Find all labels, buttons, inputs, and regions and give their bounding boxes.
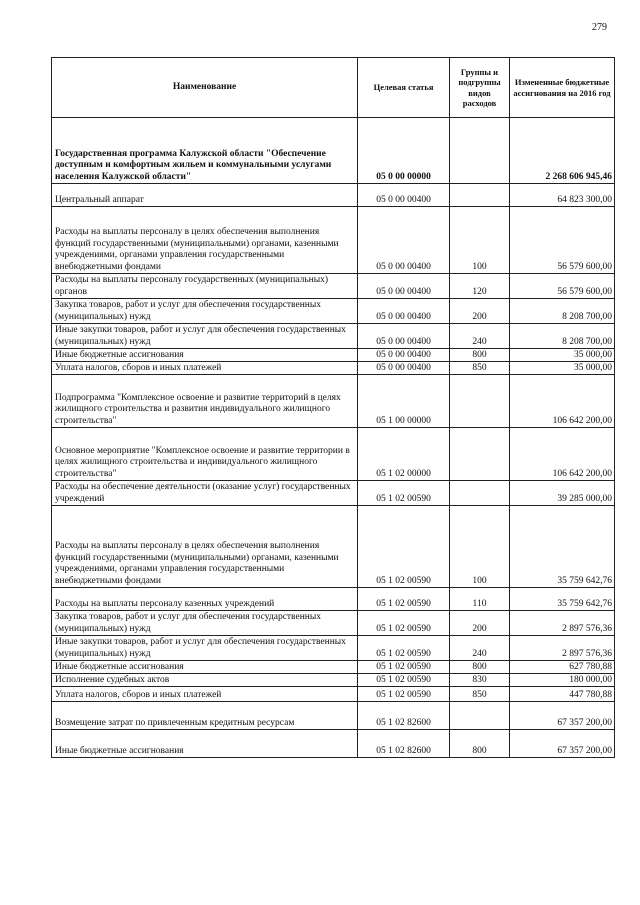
table-row <box>52 375 615 428</box>
header-target-article: Целевая статья <box>358 58 450 118</box>
row-expense-group: 830 <box>450 674 510 687</box>
row-target-article: 05 1 02 00590 <box>358 481 450 506</box>
row-name: Исполнение судебных актов <box>52 674 358 687</box>
table-row <box>52 588 615 611</box>
table-row <box>52 481 615 506</box>
row-amount: 35 759 642,76 <box>510 588 615 611</box>
table-row <box>52 636 615 661</box>
row-name: Расходы на выплаты персоналу казенных учреждений <box>52 588 358 611</box>
row-expense-group: 850 <box>450 687 510 702</box>
row-name: Иные бюджетные ассигнования <box>52 661 358 674</box>
row-name: Расходы на выплаты персоналу государственных (муниципальных) органов <box>52 274 358 299</box>
table-row <box>52 506 615 588</box>
row-name: Расходы на обеспечение деятельности (оказание услуг) государственных учреждений <box>52 481 358 506</box>
row-amount: 35 000,00 <box>510 349 615 362</box>
row-target-article: 05 1 02 00590 <box>358 687 450 702</box>
row-expense-group: 200 <box>450 299 510 324</box>
row-expense-group: 200 <box>450 611 510 636</box>
row-amount: 2 268 606 945,46 <box>510 118 615 184</box>
row-amount: 2 897 576,36 <box>510 636 615 661</box>
row-target-article: 05 1 02 00590 <box>358 661 450 674</box>
table-row <box>52 324 615 349</box>
row-amount: 106 642 200,00 <box>510 375 615 428</box>
row-amount: 447 780,88 <box>510 687 615 702</box>
row-expense-group: 100 <box>450 506 510 588</box>
header-expense-groups: Группы и подгруппы видов расходов <box>450 58 510 118</box>
row-amount: 8 208 700,00 <box>510 324 615 349</box>
row-name: Уплата налогов, сборов и иных платежей <box>52 362 358 375</box>
row-name: Уплата налогов, сборов и иных платежей <box>52 687 358 702</box>
row-name: Государственная программа Калужской области "Обеспечение доступным и комфортным жильем и коммунальными услугами населения Калужской области" <box>52 118 358 184</box>
row-expense-group <box>450 428 510 481</box>
row-expense-group: 800 <box>450 349 510 362</box>
row-target-article: 05 1 02 82600 <box>358 730 450 758</box>
row-target-article: 05 1 02 00590 <box>358 611 450 636</box>
table-row <box>52 207 615 274</box>
row-amount: 180 000,00 <box>510 674 615 687</box>
row-name: Расходы на выплаты персоналу в целях обеспечения выполнения функций государственными (муниципальными) органами, казенными учреждениями, органами управления государственными внебюджетными фондами <box>52 506 358 588</box>
row-target-article: 05 0 00 00400 <box>358 349 450 362</box>
row-expense-group: 100 <box>450 207 510 274</box>
row-target-article: 05 1 02 00000 <box>358 428 450 481</box>
row-target-article: 05 0 00 00400 <box>358 299 450 324</box>
row-name: Иные закупки товаров, работ и услуг для обеспечения государственных (муниципальных) нужд <box>52 636 358 661</box>
row-amount: 39 285 000,00 <box>510 481 615 506</box>
row-amount: 35 759 642,76 <box>510 506 615 588</box>
table-row <box>52 674 615 687</box>
row-target-article: 05 1 02 00590 <box>358 674 450 687</box>
row-expense-group: 240 <box>450 324 510 349</box>
row-target-article: 05 0 00 00000 <box>358 118 450 184</box>
table-row <box>52 428 615 481</box>
row-expense-group <box>450 481 510 506</box>
row-expense-group: 800 <box>450 661 510 674</box>
row-target-article: 05 0 00 00400 <box>358 324 450 349</box>
table-row <box>52 184 615 207</box>
header-name: Наименование <box>52 58 358 118</box>
row-name: Возмещение затрат по привлеченным кредитным ресурсам <box>52 702 358 730</box>
row-amount: 67 357 200,00 <box>510 730 615 758</box>
row-amount: 56 579 600,00 <box>510 207 615 274</box>
row-target-article: 05 1 02 82600 <box>358 702 450 730</box>
row-amount: 35 000,00 <box>510 362 615 375</box>
row-amount: 106 642 200,00 <box>510 428 615 481</box>
table-row <box>52 730 615 758</box>
row-name: Расходы на выплаты персоналу в целях обеспечения выполнения функций государственными (муниципальными) органами, казенными учреждениями, органами управления государственными внебюджетными фондами <box>52 207 358 274</box>
row-amount: 2 897 576,36 <box>510 611 615 636</box>
row-amount: 64 823 300,00 <box>510 184 615 207</box>
table-row <box>52 702 615 730</box>
row-expense-group: 800 <box>450 730 510 758</box>
row-expense-group: 240 <box>450 636 510 661</box>
row-target-article: 05 0 00 00400 <box>358 184 450 207</box>
row-name: Иные бюджетные ассигнования <box>52 349 358 362</box>
table-row <box>52 687 615 702</box>
row-amount: 56 579 600,00 <box>510 274 615 299</box>
row-target-article: 05 0 00 00400 <box>358 274 450 299</box>
table-row <box>52 661 615 674</box>
table-row <box>52 362 615 375</box>
row-target-article: 05 1 02 00590 <box>358 636 450 661</box>
row-expense-group: 120 <box>450 274 510 299</box>
row-amount: 67 357 200,00 <box>510 702 615 730</box>
row-expense-group: 110 <box>450 588 510 611</box>
row-amount: 8 208 700,00 <box>510 299 615 324</box>
table-header-row <box>52 58 615 118</box>
row-expense-group: 850 <box>450 362 510 375</box>
table-body <box>52 118 615 758</box>
table-row <box>52 611 615 636</box>
row-name: Закупка товаров, работ и услуг для обеспечения государственных (муниципальных) нужд <box>52 299 358 324</box>
row-name: Иные бюджетные ассигнования <box>52 730 358 758</box>
row-name: Основное мероприятие "Комплексное освоение и развитие территории в целях жилищного строительства и индивидуального жилищного строительства" <box>52 428 358 481</box>
table-row <box>52 299 615 324</box>
row-name: Центральный аппарат <box>52 184 358 207</box>
row-target-article: 05 1 00 00000 <box>358 375 450 428</box>
row-target-article: 05 1 02 00590 <box>358 588 450 611</box>
row-target-article: 05 0 00 00400 <box>358 362 450 375</box>
table-row <box>52 118 615 184</box>
row-expense-group <box>450 118 510 184</box>
row-expense-group <box>450 184 510 207</box>
row-name: Закупка товаров, работ и услуг для обеспечения государственных (муниципальных) нужд <box>52 611 358 636</box>
table-row <box>52 349 615 362</box>
row-expense-group <box>450 375 510 428</box>
row-name: Подпрограмма "Комплексное освоение и развитие территорий в целях жилищного строительства и развития индивидуального жилищного строительства" <box>52 375 358 428</box>
row-name: Иные закупки товаров, работ и услуг для обеспечения государственных (муниципальных) нужд <box>52 324 358 349</box>
row-expense-group <box>450 702 510 730</box>
row-amount: 627 780,88 <box>510 661 615 674</box>
page-number: 279 <box>592 22 607 33</box>
header-amended-allocations: Измененные бюджетные ассигнования на 2016 год <box>510 58 615 118</box>
budget-table <box>51 57 615 758</box>
table-row <box>52 274 615 299</box>
row-target-article: 05 0 00 00400 <box>358 207 450 274</box>
row-target-article: 05 1 02 00590 <box>358 506 450 588</box>
